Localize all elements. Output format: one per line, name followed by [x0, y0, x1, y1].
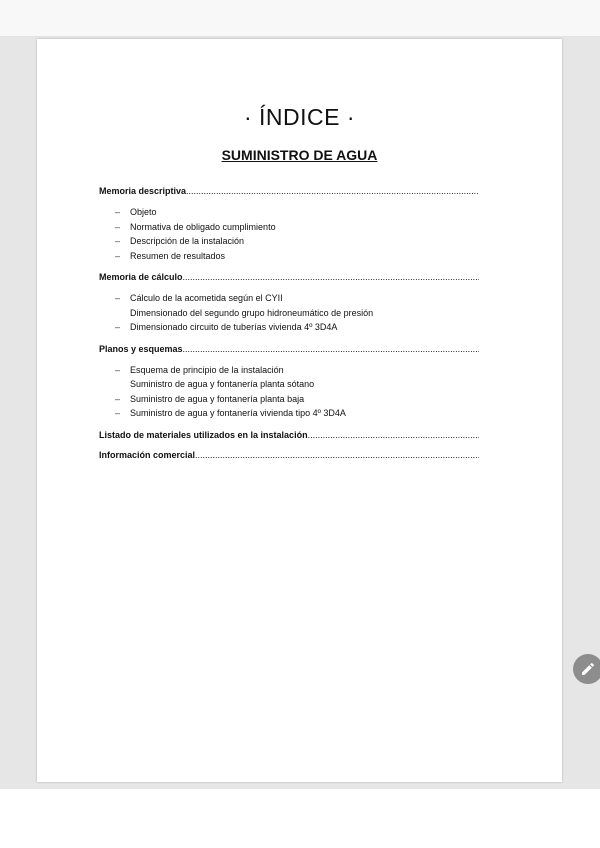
viewer-bottom-area	[0, 789, 600, 848]
pencil-icon	[580, 661, 596, 677]
toc-section-label: Información comercial	[99, 449, 196, 460]
toc-section-heading	[99, 271, 479, 283]
edit-button[interactable]	[573, 654, 600, 684]
list-dash: –	[115, 322, 121, 332]
toc-spacer	[99, 441, 479, 449]
toc-item-label: Descripción de la instalación	[130, 236, 245, 246]
toc-item-label: Suministro de agua y fontanería planta sótano	[130, 379, 315, 389]
toc-item-label: Suministro de agua y fontanería planta baja	[130, 393, 305, 404]
toc-section-label: Memoria descriptiva	[99, 186, 187, 196]
toc-item-label: Objeto	[130, 207, 157, 217]
toc-item	[99, 392, 479, 407]
list-dash: –	[115, 393, 121, 404]
toc-dot-leader	[183, 271, 479, 283]
toc-item-label: Dimensionado circuito de tuberías vivienda 4º 3D4A	[130, 322, 338, 332]
toc-dot-leader	[308, 429, 479, 441]
document-viewer[interactable]	[0, 37, 600, 789]
toc-dot-leader	[183, 343, 479, 355]
toc-section-label: Memoria de cálculo	[99, 272, 183, 282]
list-dash: –	[115, 293, 121, 303]
toc-item	[99, 306, 479, 321]
toc-item-label: Esquema de principio de la instalación	[130, 364, 284, 375]
page-title: · ÍNDICE ·	[243, 104, 356, 130]
toc-dot-leader	[186, 185, 479, 197]
toc-item	[99, 406, 479, 421]
document-page	[37, 39, 562, 782]
toc-item	[99, 249, 479, 264]
toc-item-list	[99, 363, 479, 421]
toc-item-label: Cálculo de la acometida según el CYII	[130, 293, 283, 303]
toc-item	[99, 320, 479, 335]
page-subtitle: SUMINISTRO DE AGUA	[221, 147, 378, 163]
toc-spacer	[99, 461, 479, 469]
toc-item	[99, 363, 479, 378]
toc-item-list	[99, 205, 479, 263]
toc-item-label: Suministro de agua y fontanería vivienda tipo 4º 3D4A	[130, 408, 346, 418]
toc-item	[99, 205, 479, 220]
toc-item	[99, 220, 479, 235]
toc-section-label: Listado de materiales utilizados en la instalación	[99, 429, 308, 440]
toc-dot-leader	[195, 449, 479, 461]
list-dash: –	[115, 207, 121, 217]
toc-item-label: Dimensionado del segundo grupo hidroneumático de presión	[130, 307, 374, 318]
toc-section-heading	[99, 429, 479, 441]
toc-section-heading	[99, 449, 479, 461]
list-dash: –	[115, 221, 121, 232]
list-dash: –	[115, 408, 121, 418]
toc-item-label: Resumen de resultados	[130, 250, 226, 261]
toc-section-heading	[99, 185, 479, 197]
toc-item-label: Normativa de obligado cumplimiento	[130, 221, 276, 232]
viewer-toolbar	[0, 0, 600, 37]
toc-item-list	[99, 291, 479, 335]
toc-item	[99, 377, 479, 392]
list-dash: –	[115, 250, 121, 261]
list-dash: –	[115, 364, 121, 375]
toc-section-label: Planos y esquemas	[99, 343, 183, 354]
table-of-contents	[99, 185, 479, 469]
list-dash: –	[115, 236, 121, 246]
toc-item	[99, 291, 479, 306]
toc-section-heading	[99, 343, 479, 355]
toc-item	[99, 234, 479, 249]
